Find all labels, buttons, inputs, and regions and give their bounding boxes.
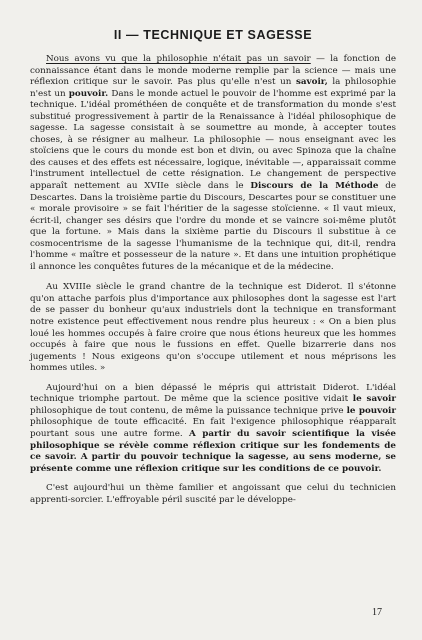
bold-term-savoir: savoir, xyxy=(295,77,328,88)
bold-term-le-savoir: le savoir xyxy=(352,394,396,405)
bold-term-pouvoir: pouvoir. xyxy=(68,88,109,99)
text-run: Aujourd'hui on a bien dépassé le mépris qui attristait Diderot. L'idéal technique triomphe partout. De même que la science positive vidait xyxy=(30,382,396,405)
text-run: philosophique de tout contenu, de même la puissance technique prive xyxy=(30,405,347,416)
bold-title-discours: Discours de la Méthode xyxy=(250,181,379,192)
text-run: la philosophie n'est un xyxy=(30,77,396,99)
chapter-body xyxy=(30,54,396,506)
text-run: — la fonction de connaissance étant dans le monde moderne remplie par la science — mais une réflexion critique sur le savoir. Pas plus qu'elle n'est un xyxy=(30,54,397,88)
text-run: Dans le monde actuel le pouvoir de l'homme est exprimé par la technique. L'idéal prométhéen de conquête et de transformation du monde s'est substitué progressivement à partir de la Renaissance à l'idéal philosophique de sagesse. La sagesse consistait à se soumettre au monde, à accepter toutes choses, à se résigner au malheur. La philosophie — nous enseignant avec les stoïciens que le cours du monde est bon et divin, ou avec Spinoza que la chaîne des causes et des effets est nécessaire, logique, inévitable —, apparaissait comme l'instrument intellectuel de cette résignation. Le changement de perspective apparaît nettement au XVIIe siècle dans le xyxy=(30,88,397,192)
paragraph-2: Au XVIIIe siècle le grand chantre de la technique est Diderot. Il s'étonne qu'on attache parfois plus d'importance aux philosophes dont la sagesse est l'art de se passer du bonheur qu'aux industriels dont la technique en transformant notre existence peut effectivement nous rendre plus heureux : « On a bien plus loué les hommes occupés à faire croire que nous étions heureux que les hommes occupés à faire que nous le fussions en effet. Quelle bizarrerie dans nos jugements ! Nous exigeons qu'on s'occupe utilement et nous méprisons les hommes utiles. » xyxy=(30,282,396,374)
text-run: philosophique de toute efficacité. En fait l'exigence philosophique réapparaît pourtant sous une autre forme. xyxy=(30,417,396,439)
paragraph-3 xyxy=(30,383,396,475)
chapter-heading: II — TECHNIQUE ET SAGESSE xyxy=(113,28,313,42)
paragraph-4: C'est aujourd'hui un thème familier et angoissant que celui du technicien apprenti-sorcier. L'effroyable péril suscité par le développe- xyxy=(30,483,396,505)
text-run: de Descartes. Dans la troisième partie du Discours, Descartes pour se constituer une « morale provisoire » se fait l'héritier de la sagesse stoïcienne. « Il vaut mieux, écrit-il, changer ses désirs que l'ordre du monde et se vaincre soi-même plutôt que la fortune. » Mais dans la sixième partie du Discours il substitue à ce cosmocentrisme de la sagesse l'humanisme de la technique qui, dit-il, rendra l'homme « maître et possesseur de la nature ». Et dans une intuition prophétique il annonce les conquêtes futures de la mécanique et de la médecine. xyxy=(30,181,396,272)
paragraph-1 xyxy=(30,54,396,273)
bold-thesis-statement: A partir du savoir scientifique la visée philosophique se révèle comme réflexion critique sur les fondements de ce savoir. A partir du pouvoir technique la sagesse, au sens moderne, se présente comme une réflexion critique sur les conditions de ce pouvoir. xyxy=(30,428,396,474)
underlined-phrase: Nous avons vu que la philosophie n'était pas un savoir xyxy=(46,54,311,64)
page-number: 17 xyxy=(372,607,382,618)
bold-term-le-pouvoir: le pouvoir xyxy=(346,405,396,416)
